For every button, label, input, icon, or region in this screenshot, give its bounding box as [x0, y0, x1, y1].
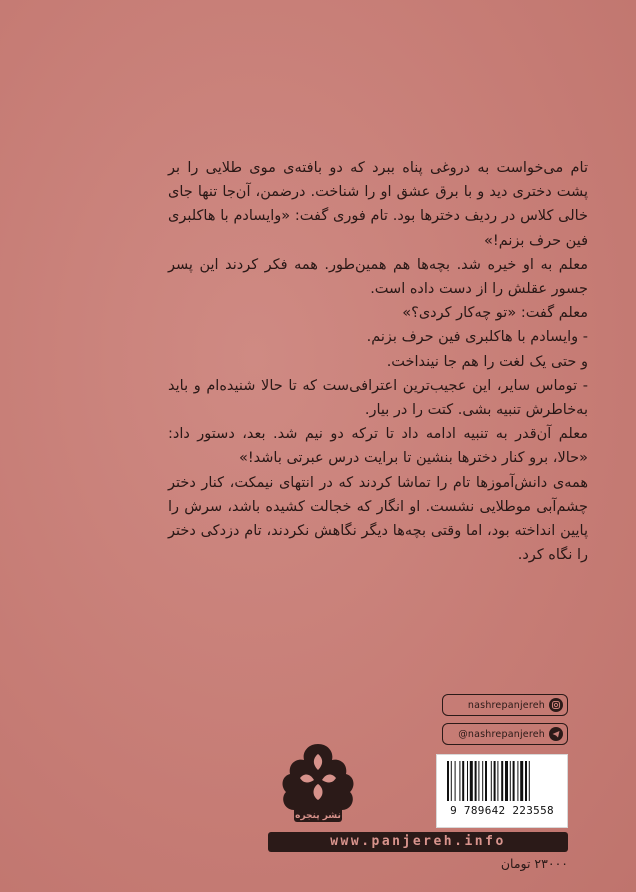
- excerpt-paragraph: - توماس سایر، این عجیب‌ترین اعترافی‌ست که تا حالا شنیده‌ام و باید به‌خاطرش تنبیه بشی. کتت را در بیار.: [168, 377, 588, 419]
- excerpt-paragraph: تام می‌خواست به دروغی پناه ببرد که دو بافته‌ی موی طلایی را بر پشت دختری دید و با برق عشق او را شناخت. درضمن، آن‌جا تنها جای خالی کلاس در ردیف دخترها بود. تام فوری گفت: «وایسادم با هاکلبری فین حرف بزنم!»: [168, 160, 588, 249]
- telegram-handle-text: @nashrepanjereh: [458, 728, 545, 740]
- instagram-handle-text: nashrepanjereh: [467, 699, 545, 711]
- excerpt-paragraph: معلم آن‌قدر به تنبیه ادامه داد تا ترکه دو نیم شد. بعد، دستور داد: «حالا، برو کنار دخترها بنشین تا برایت درس عبرتی باشد!»: [168, 426, 588, 467]
- svg-text:نشر پنجره: نشر پنجره: [295, 811, 341, 821]
- isbn-number: 9 789642 223558: [450, 804, 554, 817]
- telegram-icon: [549, 727, 563, 741]
- publisher-logo: [268, 740, 368, 830]
- price-label: ۲۳۰۰۰ تومان: [500, 856, 568, 871]
- barcode: [436, 754, 568, 828]
- excerpt-paragraph: همه‌ی دانش‌آموزها تام را تماشا کردند که در انتهای نیمکت، کنار دختر چشم‌آبی موطلایی نشست. او انگار که خجالت کشیده باشد، سرش را پایین انداخته بود، اما وقتی بچه‌ها دیگر نگاهش نکردند، تام دزدکی دختر را نگاه کرد.: [168, 474, 588, 564]
- excerpt-paragraph: معلم به او خیره شد. بچه‌ها هم همین‌طور. همه فکر کردند این پسر جسور عقلش را از دست داده است.: [168, 256, 588, 298]
- telegram-handle[interactable]: [442, 723, 568, 745]
- instagram-icon: [549, 698, 563, 712]
- excerpt-paragraph: معلم گفت: «تو چه‌کار کردی؟»: [402, 305, 588, 322]
- excerpt-paragraph: و حتی یک لغت را هم جا نینداخت.: [386, 353, 588, 370]
- excerpt-paragraph: - وایسادم با هاکلبری فین حرف بزنم.: [366, 329, 588, 346]
- book-excerpt: [168, 156, 588, 567]
- barcode-bars: [447, 761, 557, 803]
- instagram-handle[interactable]: [442, 694, 568, 716]
- website-url[interactable]: www.panjereh.info: [268, 832, 568, 852]
